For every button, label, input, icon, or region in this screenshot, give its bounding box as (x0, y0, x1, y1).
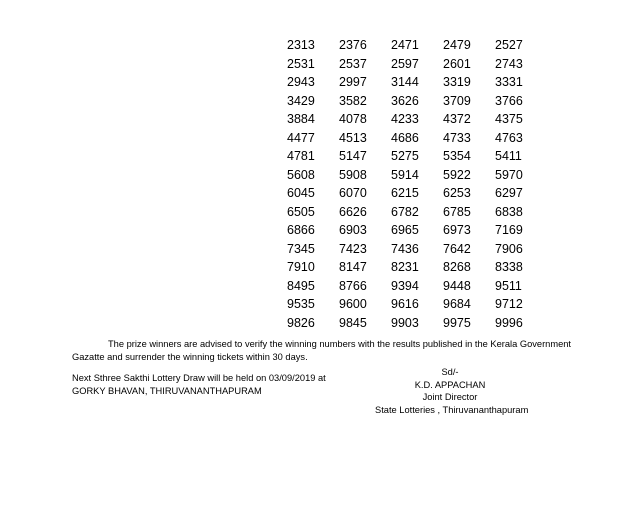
winning-number: 6782 (391, 204, 419, 219)
winning-number: 6866 (287, 223, 315, 237)
signature-block (375, 366, 529, 416)
winning-number: 3766 (495, 93, 523, 108)
winning-number: 7642 (443, 241, 471, 256)
notice-line-2: Gazatte and surrender the winning tickets within 30 days. (72, 351, 308, 362)
winning-number: 2601 (443, 56, 471, 71)
winning-number: 6215 (391, 186, 419, 200)
next-draw-line-2: GORKY BHAVAN, THIRUVANANTHAPURAM (72, 385, 262, 396)
winning-number: 9826 (287, 315, 315, 330)
winning-number: 3319 (443, 75, 471, 89)
winning-numbers-table (287, 36, 547, 332)
verification-notice (72, 338, 572, 363)
winning-number: 9535 (287, 297, 315, 311)
winning-number: 4686 (391, 130, 419, 145)
next-draw-info (72, 372, 326, 397)
winning-number: 2943 (287, 75, 315, 89)
winning-number: 8147 (339, 260, 367, 274)
winning-number: 7345 (287, 241, 315, 256)
winning-number: 5411 (495, 149, 522, 163)
winning-number: 6297 (495, 186, 523, 200)
winning-number: 5354 (443, 149, 471, 163)
winning-number: 2997 (339, 75, 367, 89)
winning-number: 6626 (339, 204, 367, 219)
winning-number: 2471 (391, 38, 419, 52)
winning-number: 9616 (391, 297, 419, 311)
winning-number: 7906 (495, 241, 523, 256)
winning-number: 4372 (443, 112, 471, 126)
winning-number: 2743 (495, 56, 523, 71)
winning-number: 9903 (391, 315, 419, 330)
winning-number: 9448 (443, 278, 471, 293)
winning-number: 8495 (287, 278, 315, 293)
winning-number: 3429 (287, 93, 315, 108)
winning-number: 9845 (339, 315, 367, 330)
winning-number: 4375 (495, 112, 523, 126)
winning-number: 9712 (495, 297, 523, 311)
winning-number: 3331 (495, 75, 523, 89)
winning-number: 4233 (391, 112, 419, 126)
winning-number: 8268 (443, 260, 471, 274)
winning-number: 6253 (443, 186, 471, 200)
winning-number: 6505 (287, 204, 315, 219)
winning-number: 6838 (495, 204, 523, 219)
winning-number: 5908 (339, 167, 367, 182)
notice-line-1: The prize winners are advised to verify the winning numbers with the results published in the Kerala Government (108, 339, 572, 349)
winning-number: 2537 (339, 56, 367, 71)
winning-number: 4078 (339, 112, 367, 126)
winning-number: 9511 (495, 278, 522, 293)
signature-sd: Sd/- (441, 367, 459, 377)
winning-number: 8338 (495, 260, 523, 274)
winning-number: 3582 (339, 93, 367, 108)
winning-number: 5147 (339, 149, 367, 163)
winning-number: 9975 (443, 315, 471, 330)
winning-number: 6045 (287, 186, 315, 200)
winning-number: 5914 (391, 167, 419, 182)
winning-number: 9684 (443, 297, 471, 311)
signatory-name: K.D. APPACHAN (414, 379, 486, 390)
winning-number: 6785 (443, 204, 471, 219)
winning-number: 2376 (339, 38, 367, 52)
winning-number: 7436 (391, 241, 419, 256)
winning-number: 5970 (495, 167, 523, 182)
winning-number: 6965 (391, 223, 419, 237)
winning-number: 7910 (287, 260, 315, 274)
winning-number: 8766 (339, 278, 367, 293)
winning-number: 6903 (339, 223, 367, 237)
winning-number: 4781 (287, 149, 315, 163)
winning-number: 8231 (391, 260, 419, 274)
signatory-office: State Lotteries , Thiruvananthapuram (375, 404, 529, 415)
next-draw-line-1: Next Sthree Sakthi Lottery Draw will be held on 03/09/2019 at (72, 373, 326, 383)
winning-number: 3626 (391, 93, 419, 108)
winning-number: 2527 (495, 38, 523, 52)
signatory-title: Joint Director (422, 392, 478, 402)
winning-number: 2479 (443, 38, 471, 52)
winning-number: 5275 (391, 149, 419, 163)
winning-number: 4477 (287, 130, 315, 145)
winning-number: 7169 (495, 223, 523, 237)
winning-number: 4733 (443, 130, 471, 145)
winning-number: 2531 (287, 56, 315, 71)
winning-number: 7423 (339, 241, 367, 256)
winning-number: 5922 (443, 167, 471, 182)
winning-number: 3709 (443, 93, 471, 108)
winning-number: 2597 (391, 56, 419, 71)
winning-number: 6973 (443, 223, 471, 237)
winning-number: 2313 (287, 38, 315, 52)
winning-number: 4513 (339, 130, 367, 145)
winning-number: 9600 (339, 297, 367, 311)
winning-number: 6070 (339, 186, 367, 200)
winning-number: 3144 (391, 75, 419, 89)
winning-number: 3884 (287, 112, 315, 126)
winning-number: 4763 (495, 130, 523, 145)
winning-number: 9394 (391, 278, 419, 293)
winning-number: 9996 (495, 315, 523, 330)
winning-number: 5608 (287, 167, 315, 182)
